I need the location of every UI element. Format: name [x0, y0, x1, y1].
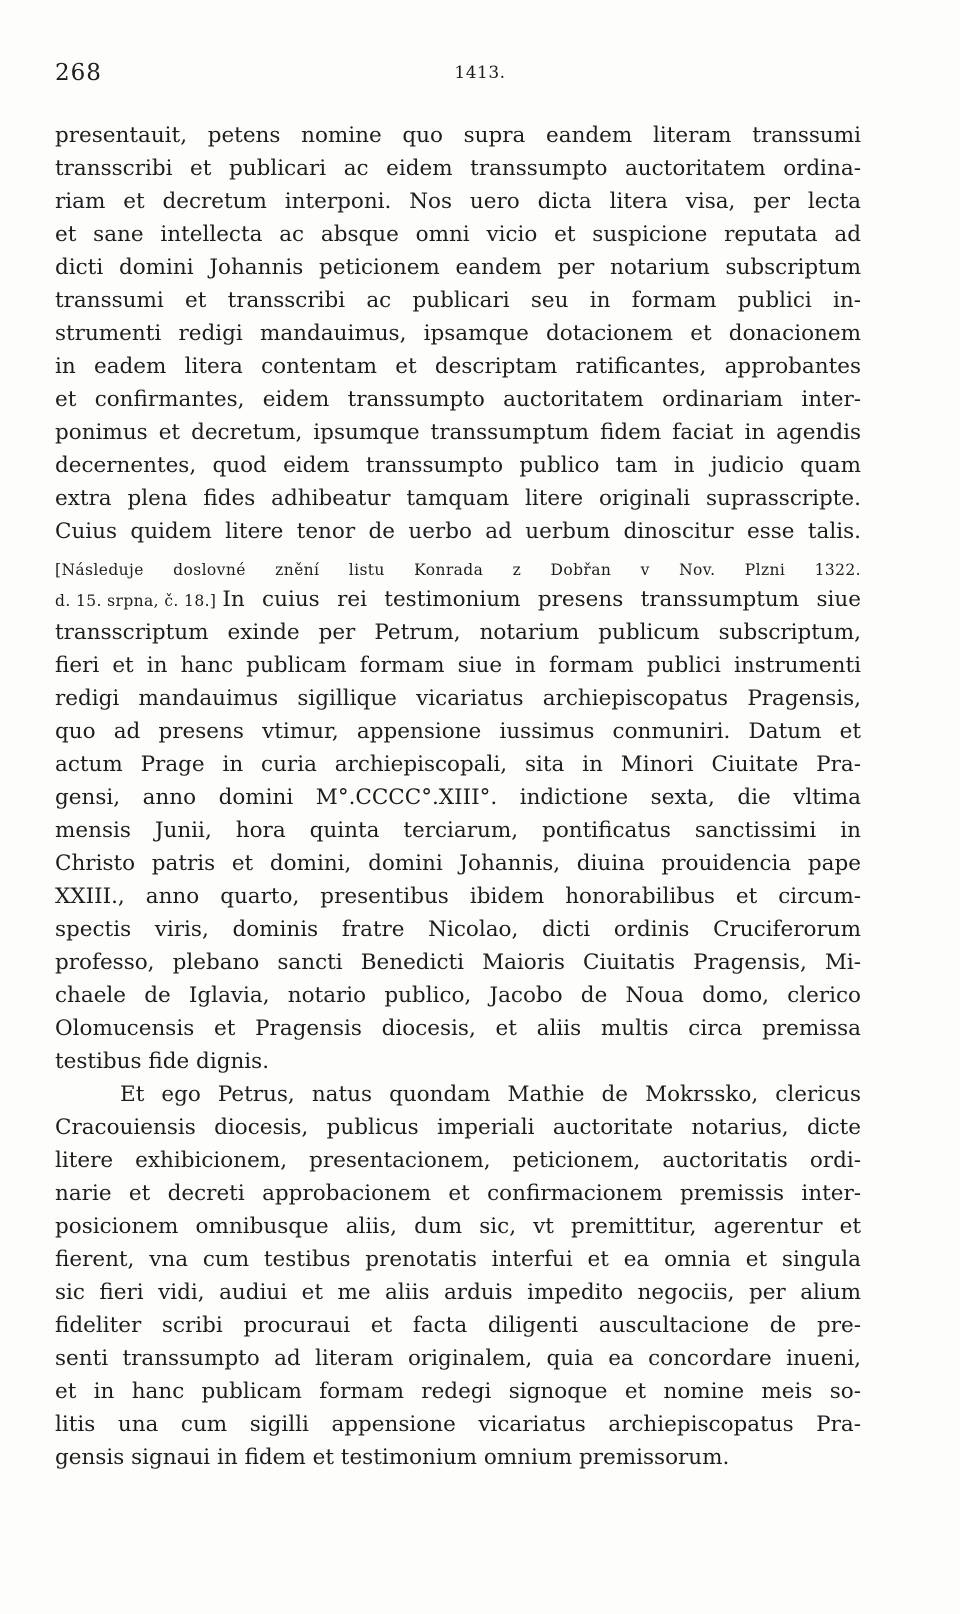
- text-line: presentauit, petens nomine quo supra eandem literam transsumi: [55, 123, 861, 148]
- text-line: strumenti redigi mandauimus, ipsamque dotacionem et donacionem: [55, 321, 861, 346]
- text-line: sic fieri vidi, audiui et me aliis arduis impedito negociis, per alium: [55, 1280, 861, 1305]
- text-line: narie et decreti approbacionem et confirmacionem premissis inter-: [55, 1181, 861, 1206]
- text-line: Christo patris et domini, domini Johannis, diuina prouidencia pape: [55, 851, 861, 876]
- text-line: transscriptum exinde per Petrum, notarium publicum subscriptum,: [55, 620, 861, 645]
- text-line: ponimus et decretum, ipsumque transsumptum fidem faciat in agendis: [55, 420, 861, 445]
- text-line: XXIII., anno quarto, presentibus ibidem honorabilibus et circum-: [55, 884, 861, 909]
- page-number: 268: [55, 60, 102, 86]
- text-line: actum Prage in curia archiepiscopali, sita in Minori Ciuitate Pra-: [55, 752, 861, 777]
- text-line: extra plena fides adhibeatur tamquam litere originali suprasscripte.: [55, 486, 861, 511]
- text-line: Cuius quidem litere tenor de uerbo ad uerbum dinoscitur esse talis.: [55, 519, 861, 544]
- text-line: riam et decretum interponi. Nos uero dicta litera visa, per lecta: [55, 189, 861, 214]
- text-line-last: testibus fide dignis.: [55, 1049, 270, 1074]
- text-line: transscribi et publicari ac eidem transsumpto auctoritatem ordina-: [55, 156, 861, 181]
- text-line-last: gensis signaui in fidem et testimonium omnium premissorum.: [55, 1445, 730, 1470]
- text-line: Cracouiensis diocesis, publicus imperiali auctoritate notarius, dicte: [55, 1115, 861, 1140]
- text-line: redigi mandauimus sigillique vicariatus archiepiscopatus Pragensis,: [55, 686, 861, 711]
- text-line: et in hanc publicam formam redegi signoque et nomine meis so-: [55, 1379, 861, 1404]
- text-line: gensi, anno domini M°.CCCC°.XIII°. indictione sexta, die vltima: [55, 785, 861, 810]
- editorial-note: [Následuje doslovné znění listu Konrada z Dobřan v Nov. Plzni 1322.: [55, 561, 861, 579]
- text-line: chaele de Iglavia, notario publico, Jacobo de Noua domo, clerico: [55, 983, 861, 1008]
- text-line: litis una cum sigilli appensione vicariatus archiepiscopatus Pra-: [55, 1412, 861, 1437]
- text-line: et confirmantes, eidem transsumpto auctoritatem ordinariam inter-: [55, 387, 861, 412]
- text-line: Olomucensis et Pragensis diocesis, et aliis multis circa premissa: [55, 1016, 861, 1041]
- text-line: dicti domini Johannis peticionem eandem per notarium subscriptum: [55, 255, 861, 280]
- paragraph-first-line: Et ego Petrus, natus quondam Mathie de Mokrssko, clericus: [120, 1082, 861, 1107]
- text-line: transsumi et transscribi ac publicari seu in formam publici in-: [55, 288, 861, 313]
- text-line: fierent, vna cum testibus prenotatis interfui et ea omnia et singula: [55, 1247, 861, 1272]
- text-line: posicionem omnibusque aliis, dum sic, vt premittitur, agerentur et: [55, 1214, 861, 1239]
- text-line-with-note: [55, 588, 861, 613]
- text-line: decernentes, quod eidem transsumpto publico tam in judicio quam: [55, 453, 861, 478]
- text-line-rest: In cuius rei testimonium presens transsumptum siue: [222, 587, 861, 612]
- running-head-year: 1413.: [454, 63, 506, 83]
- text-line: professo, plebano sancti Benedicti Maioris Ciuitatis Pragensis, Mi-: [55, 950, 861, 975]
- text-line: senti transsumpto ad literam originalem, quia ea concordare inueni,: [55, 1346, 861, 1371]
- text-line: mensis Junii, hora quinta terciarum, pontificatus sanctissimi in: [55, 818, 861, 843]
- text-line: et sane intellecta ac absque omni vicio et suspicione reputata ad: [55, 222, 861, 247]
- text-line: quo ad presens vtimur, appensione iussimus conmuniri. Datum et: [55, 719, 861, 744]
- text-line: in eadem litera contentam et descriptam ratificantes, approbantes: [55, 354, 861, 379]
- text-line: fideliter scribi procuraui et facta diligenti auscultacione de pre-: [55, 1313, 861, 1338]
- text-line: litere exhibicionem, presentacionem, peticionem, auctoritatis ordi-: [55, 1148, 861, 1173]
- editorial-note-end: d. 15. srpna, č. 18.]: [55, 592, 217, 610]
- text-line: fieri et in hanc publicam formam siue in formam publici instrumenti: [55, 653, 861, 678]
- text-line: spectis viris, dominis fratre Nicolao, dicti ordinis Cruciferorum: [55, 917, 861, 942]
